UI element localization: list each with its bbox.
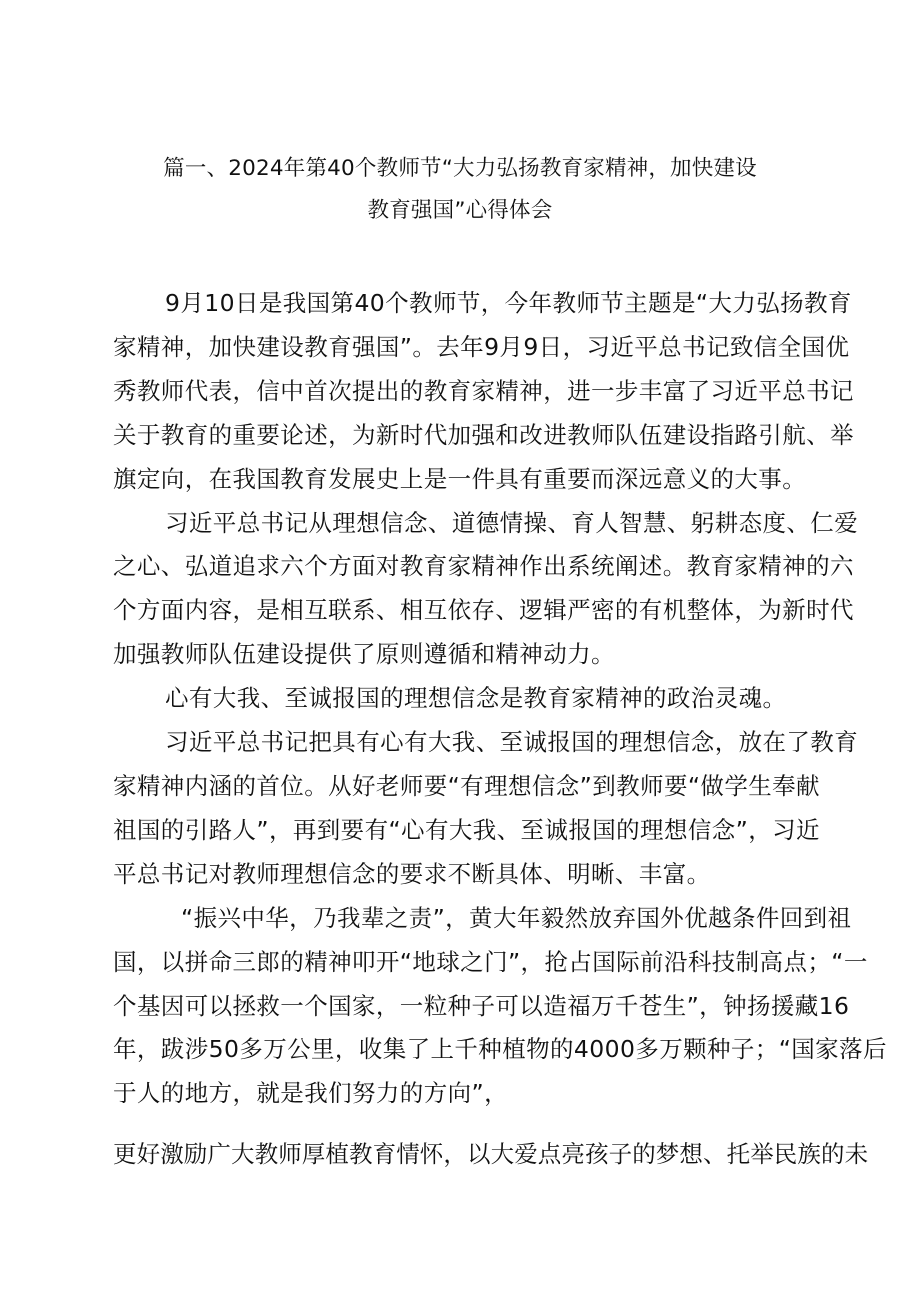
paragraph-1 [113,282,854,502]
paragraph-line: 秀教师代表，信中首次提出的教育家精神，进一步丰富了习近平总书记 [113,376,854,405]
paragraph-line: 个基因可以拯救一个国家，一粒种子可以造福万千苍生”，钟扬援藏16 [113,991,850,1020]
paragraph-line: “振兴中华，乃我辈之责”，黄大年毅然放弃国外优越条件回到祖 [181,903,852,932]
paragraph-line: 于人的地方，就是我们努力的方向”， [113,1079,508,1108]
paragraph-line: 关于教育的重要论述，为新时代加强和改进教师队伍建设指路引航、举 [113,420,854,449]
paragraph-line: 家精神内涵的首位。从好老师要“有理想信念”到教师要“做学生奉献 [113,771,820,800]
paragraph-line: 家精神，加快建设教育强国”。去年9月9日，习近平总书记致信全国优 [113,332,850,361]
paragraph-line: 旗定向，在我国教育发展史上是一件具有重要而深远意义的大事。 [113,464,807,493]
paragraph-line: 9月10日是我国第40个教师节，今年教师节主题是“大力弘扬教育 [165,289,852,317]
title-line-1: 篇一、2024年第40个教师节“大力弘扬教育家精神，加快建设 [163,156,757,181]
paragraph-line: 年，跋涉50多万公里，收集了上千种植物的4000多万颗种子；“国家落后 [113,1035,887,1064]
document-title [0,148,920,232]
paragraph-3 [113,677,833,721]
document-body [113,282,887,1116]
paragraph-line: 习近平总书记把具有心有大我、至诚报国的理想信念，放在了教育 [165,728,859,757]
paragraph-4 [113,721,859,897]
continuation-line: 更好激励广大教师厚植教育情怀，以大爱点亮孩子的梦想、托举民族的未 [113,1140,869,1168]
paragraph-line: 加强教师队伍建设提供了原则遵循和精神动力。 [113,640,615,669]
paragraph-5 [113,897,887,1117]
paragraph-line: 祖国的引路人”，再到要有“心有大我、至诚报国的理想信念”，习近 [113,815,820,844]
paragraph-line: 心有大我、至诚报国的理想信念是教育家精神的政治灵魂。 [165,684,787,713]
paragraph-line: 平总书记对教师理想信念的要求不断具体、明晰、丰富。 [113,859,711,888]
paragraph-line: 个方面内容，是相互联系、相互依存、逻辑严密的有机整体，为新时代 [113,596,854,625]
paragraph-line: 之心、弘道追求六个方面对教育家精神作出系统阐述。教育家精神的六 [113,552,854,581]
title-line-2: 教育强国”心得体会 [367,198,553,223]
paragraph-line: 习近平总书记从理想信念、道德情操、育人智慧、躬耕态度、仁爱 [165,508,859,537]
paragraph-2 [113,502,859,678]
paragraph-line: 国，以拼命三郎的精神叩开“地球之门”，抢占国际前沿科技制高点；“一 [113,947,868,976]
